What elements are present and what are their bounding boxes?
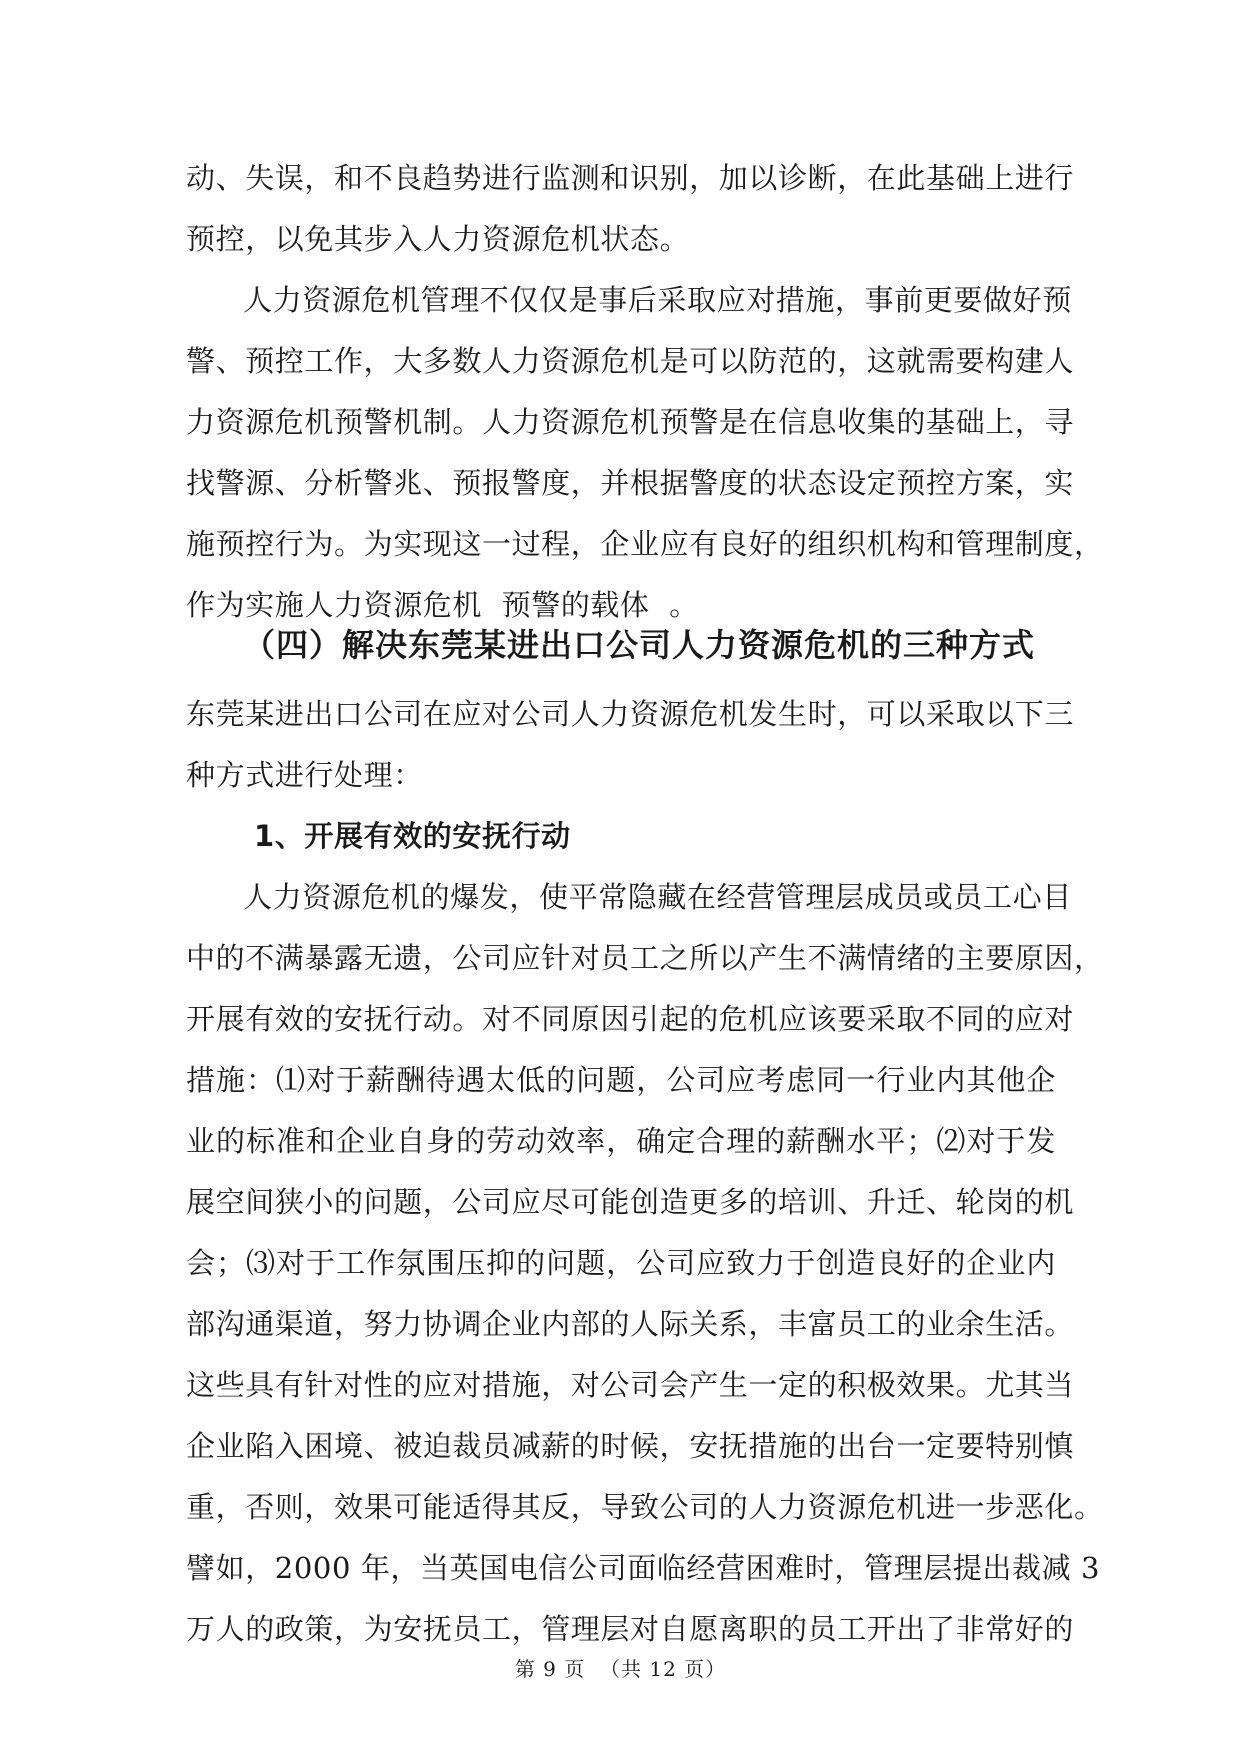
page-number-footer: 第 9 页 （共 12 页） [514, 1657, 727, 1681]
body-text-line: 东莞某进出口公司在应对公司人力资源危机发生时，可以采取以下三 [186, 697, 1075, 731]
body-text-line: 预控，以免其步入人力资源危机状态。 [186, 222, 690, 256]
body-text-line: 会；⑶对于工作氛围压抑的问题，公司应致力于创造良好的企业内 [186, 1246, 1056, 1280]
body-text-line: 警、预控工作，大多数人力资源危机是可以防范的，这就需要构建人 [186, 344, 1075, 378]
body-text-line: 譬如，2000 年，当英国电信公司面临经营困难时，管理层提出裁减 3 [186, 1551, 1101, 1585]
body-text-line: 开展有效的安抚行动。对不同原因引起的危机应该要采取不同的应对 [186, 1002, 1075, 1036]
body-text-line: 展空间狭小的问题，公司应尽可能创造更多的培训、升迁、轮岗的机 [186, 1185, 1075, 1219]
body-text-line: 企业陷入困境、被迫裁员减薪的时候，安抚措施的出台一定要特别慎 [186, 1429, 1075, 1463]
body-text-line: 人力资源危机管理不仅仅是事后采取应对措施，事前更要做好预 [243, 283, 1072, 317]
body-text-line: 业的标准和企业自身的劳动效率，确定合理的薪酬水平；⑵对于发 [186, 1124, 1056, 1158]
body-text-line: 中的不满暴露无遗，公司应针对员工之所以产生不满情绪的主要原因， [186, 941, 1104, 975]
subsection-heading: 1、开展有效的安抚行动 [254, 819, 571, 853]
body-text-line: 措施：⑴对于薪酬待遇太低的问题，公司应考虑同一行业内其他企 [186, 1063, 1056, 1097]
body-text-line: 作为实施人力资源危机 预警的载体 。 [186, 588, 699, 622]
body-text-line: 力资源危机预警机制。人力资源危机预警是在信息收集的基础上，寻 [186, 405, 1075, 439]
body-text-line: 人力资源危机的爆发，使平常隐藏在经营管理层成员或员工心目 [243, 880, 1072, 914]
body-text-line: 找警源、分析警兆、预报警度，并根据警度的状态设定预控方案，实 [186, 466, 1075, 500]
section-heading: （四）解决东莞某进出口公司人力资源危机的三种方式 [243, 626, 1036, 664]
body-text-line: 部沟通渠道，努力协调企业内部的人际关系，丰富员工的业余生活。 [186, 1307, 1075, 1341]
body-text-line: 种方式进行处理： [186, 758, 423, 792]
body-text-line: 万人的政策，为安抚员工，管理层对自愿离职的员工开出了非常好的 [186, 1612, 1075, 1646]
body-text-line: 这些具有针对性的应对措施，对公司会产生一定的积极效果。尤其当 [186, 1368, 1075, 1402]
body-text-line: 动、失误，和不良趋势进行监测和识别，加以诊断，在此基础上进行 [186, 161, 1075, 195]
body-text-line: 施预控行为。为实现这一过程，企业应有良好的组织机构和管理制度， [186, 527, 1104, 561]
body-text-line: 重，否则，效果可能适得其反，导致公司的人力资源危机进一步恶化。 [186, 1490, 1104, 1524]
